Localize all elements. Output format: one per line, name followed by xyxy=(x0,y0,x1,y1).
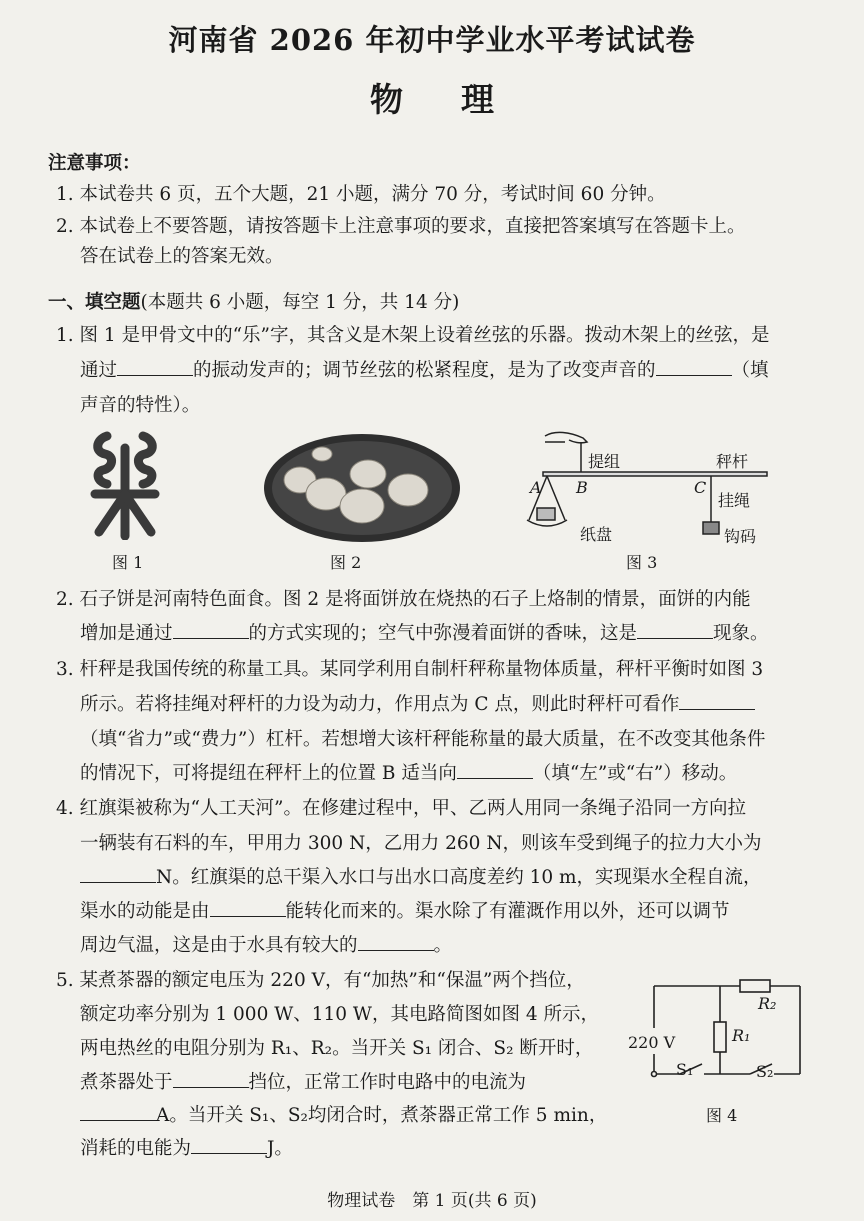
figure-3-caption: 图 3 xyxy=(626,553,658,572)
fig3-label-zhipan: 纸盘 xyxy=(580,525,613,544)
q4-line1: 4. 红旗渠被称为“人工天河”。在修建过程中，甲、乙两人用同一条绳子沿同一方向拉 xyxy=(56,798,746,819)
q5-text-c: A。当开关 S₁、S₂均闭合时，煮茶器正常工作 5 min， xyxy=(156,1105,608,1126)
q2-blank-1[interactable] xyxy=(173,622,249,639)
fig3-label-c: C xyxy=(694,478,707,497)
q5-line1: 5. 某煮茶器的额定电压为 220 V，有“加热”和“保温”两个挡位， xyxy=(56,970,585,991)
figure-1-character xyxy=(85,428,165,540)
q2-text-b: 的方式实现的；空气中弥漫着面饼的香味，这是 xyxy=(248,623,638,644)
q4-text-c: 能转化而来的。渠水除了有灌溉作用以外，还可以调节 xyxy=(285,901,730,922)
figure-2-photo xyxy=(262,432,462,544)
q1-line1: 1. 图 1 是甲骨文中的“乐”字，其含义是木架上设着丝弦的乐器。拨动木架上的丝弦，是 xyxy=(56,325,770,346)
subject-title: 物理 xyxy=(370,80,552,119)
q3-blank-1[interactable] xyxy=(679,693,755,710)
q2-blank-2[interactable] xyxy=(637,622,713,639)
fig4-label-s1: S₁ xyxy=(676,1060,694,1079)
fig4-label-s2: S₂ xyxy=(756,1062,774,1081)
section-title: 一、填空题 xyxy=(48,292,141,313)
q4-blank-3[interactable] xyxy=(358,934,434,951)
q4-text-d: 周边气温，这是由于水具有较大的 xyxy=(80,935,358,956)
q5-line3: 两电热丝的电阻分别为 R₁、R₂。当开关 S₁ 闭合、S₂ 断开时， xyxy=(80,1038,594,1059)
q4-text-e: 。 xyxy=(433,935,453,956)
q4-blank-1[interactable] xyxy=(80,866,156,883)
q1-blank-1[interactable] xyxy=(117,359,193,376)
q5-text-d: 消耗的电能为 xyxy=(80,1138,192,1159)
q5-line4 xyxy=(80,1071,526,1095)
exam-title: 河南省 2026 年初中学业水平考试试卷 xyxy=(168,23,696,57)
q2-text-a: 增加是通过 xyxy=(80,623,173,644)
fig3-label-guasheng: 挂绳 xyxy=(718,491,751,510)
q1-text-c: （填 xyxy=(731,360,769,381)
notes-heading: 注意事项： xyxy=(48,153,141,174)
fig3-label-chengan: 秤杆 xyxy=(716,452,749,471)
q4-blank-2[interactable] xyxy=(210,900,286,917)
fig4-label-voltage: 220 V xyxy=(628,1033,676,1052)
figure-1-caption: 图 1 xyxy=(112,553,144,572)
q5-text-a: 煮茶器处于 xyxy=(80,1072,173,1093)
q5-text-b: 挡位，正常工作时电路中的电流为 xyxy=(248,1072,527,1093)
q5-blank-2[interactable] xyxy=(80,1104,156,1121)
q3-line4 xyxy=(80,762,737,786)
figure-4-caption: 图 4 xyxy=(706,1106,738,1125)
q2-line1: 2. 石子饼是河南特色面食。图 2 是将面饼放在烧热的石子上烙制的情景，面饼的内能 xyxy=(56,589,751,610)
page-footer: 物理试卷 第 1 页(共 6 页) xyxy=(327,1191,537,1211)
q5-blank-3[interactable] xyxy=(191,1137,267,1154)
q2-line2 xyxy=(80,622,769,646)
fig3-label-b: B xyxy=(576,478,588,497)
figure-2-caption: 图 2 xyxy=(330,553,362,572)
q3-line3: （填“省力”或“费力”）杠杆。若想增大该杆秤能称量的最大质量，在不改变其他条件 xyxy=(80,729,766,750)
q5-blank-1[interactable] xyxy=(173,1071,249,1088)
q4-line3 xyxy=(80,866,762,890)
fig3-label-a: A xyxy=(530,478,542,497)
q4-line4 xyxy=(80,900,730,924)
note-item-1: 1. 本试卷共 6 页，五个大题，21 小题，满分 70 分，考试时间 60 分钟。 xyxy=(56,184,666,205)
q5-line5 xyxy=(80,1104,607,1128)
q1-text-a: 通过 xyxy=(80,360,118,381)
q3-text-b: 的情况下，可将提纽在秤杆上的位置 B 适当向 xyxy=(80,763,457,784)
q3-line2 xyxy=(80,693,755,717)
q1-blank-2[interactable] xyxy=(656,359,732,376)
q3-line1: 3. 杆秤是我国传统的称量工具。某同学利用自制杆秤称量物体质量，秤杆平衡时如图 3 xyxy=(56,659,764,680)
q1-line3: 声音的特性）。 xyxy=(80,395,201,416)
q3-text-c: （填“左”或“右”）移动。 xyxy=(532,763,738,784)
note-item-2-cont: 答在试卷上的答案无效。 xyxy=(80,246,284,267)
q1-text-b: 的振动发声的；调节丝弦的松紧程度，是为了改变声音的 xyxy=(193,360,656,381)
fig4-label-r1: R₁ xyxy=(732,1026,751,1045)
q4-text-a: N。红旗渠的总干渠入水口与出水口高度差约 10 m，实现渠水全程自流， xyxy=(156,867,762,888)
fig4-label-r2: R₂ xyxy=(758,994,777,1013)
q4-line5 xyxy=(80,934,452,958)
q4-text-b: 渠水的动能是由 xyxy=(80,901,210,922)
note-item-2: 2. 本试卷上不要答题，请按答题卡上注意事项的要求，直接把答案填写在答题卡上。 xyxy=(56,216,746,237)
q3-blank-2[interactable] xyxy=(457,762,533,779)
q5-text-e: J。 xyxy=(267,1138,293,1159)
section-note: (本题共 6 小题，每空 1 分，共 14 分) xyxy=(140,292,460,313)
q2-text-c: 现象。 xyxy=(713,623,769,644)
q5-line2: 额定功率分别为 1 000 W、110 W，其电路简图如图 4 所示， xyxy=(80,1004,599,1025)
fig3-label-gouma: 钩码 xyxy=(724,527,757,546)
q1-line2 xyxy=(80,359,769,383)
fig3-label-tizu: 提组 xyxy=(588,452,621,471)
q4-line2: 一辆装有石料的车，甲用力 300 N，乙用力 260 N，则该车受到绳子的拉力大小为 xyxy=(80,833,762,854)
q3-text-a: 所示。若将挂绳对秤杆的力设为动力，作用点为 C 点，则此时秤杆可看作 xyxy=(80,694,680,715)
q5-line6 xyxy=(80,1137,293,1161)
section-heading xyxy=(48,291,459,315)
